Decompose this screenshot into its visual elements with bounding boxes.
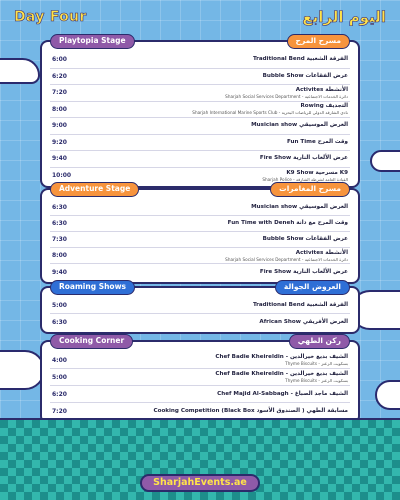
event-title: Traditional Bend الفرقة الشعبية xyxy=(252,56,348,63)
schedule-row xyxy=(50,352,350,369)
event-title: Activites الأنشطة xyxy=(295,86,348,93)
schedule-row xyxy=(50,118,350,135)
schedule-row xyxy=(50,314,350,330)
section-title-en: Roaming Shows xyxy=(50,280,135,295)
event-organizer: Sharjah Social Services Department - دائرة الخدمات الاجتماعية xyxy=(225,93,348,99)
event-name xyxy=(80,408,350,415)
event-time: 4:00 xyxy=(52,356,67,364)
website-link[interactable]: SharjahEvents.ae xyxy=(140,474,260,492)
section-title-en: Adventure Stage xyxy=(50,182,139,197)
event-time: 6:20 xyxy=(52,390,67,398)
event-title: Musician show العرض الموسيقي xyxy=(251,122,348,129)
day-title-en: Day Four xyxy=(14,9,87,25)
schedule-row xyxy=(50,298,350,314)
event-time: 5:00 xyxy=(52,302,67,309)
section-title-ar: مسرح المغامرات xyxy=(270,182,350,197)
event-time: 6:30 xyxy=(52,220,67,227)
cloud xyxy=(370,150,400,172)
event-name xyxy=(80,220,350,227)
schedule-row xyxy=(50,386,350,403)
event-time: 9:40 xyxy=(52,268,67,276)
event-name xyxy=(80,236,350,243)
event-title: Fire Show عرض الألعاب النارية xyxy=(259,268,348,275)
event-title: Traditional Bend الفرقة الشعبية xyxy=(252,302,348,308)
event-title: Musician show العرض الموسيقي xyxy=(251,204,348,210)
schedule-row xyxy=(50,85,350,102)
event-time: 8:00 xyxy=(52,252,67,259)
schedule-card xyxy=(40,336,360,424)
event-title: K9 Show مسرحية K9 xyxy=(286,169,348,176)
event-title: Fun Time with Deneh وقت المرح مع دانة xyxy=(227,220,348,226)
event-time: 10:00 xyxy=(52,172,72,180)
event-name xyxy=(80,250,350,262)
event-name xyxy=(80,155,350,162)
event-name xyxy=(80,139,350,146)
event-time: 7:20 xyxy=(52,408,67,415)
schedule-row xyxy=(50,369,350,386)
schedule-row xyxy=(50,216,350,232)
event-time: 6:30 xyxy=(52,204,67,211)
event-name xyxy=(80,122,350,129)
event-name xyxy=(80,56,350,63)
event-organizer: Thyme Biscuits - بسكويت الزعتر xyxy=(285,361,348,366)
event-name xyxy=(80,371,350,383)
event-time: 8:00 xyxy=(52,105,67,113)
event-name xyxy=(80,103,350,115)
event-time: 6:30 xyxy=(52,318,67,326)
event-name xyxy=(80,354,350,366)
schedule-row xyxy=(50,135,350,152)
event-name xyxy=(80,319,350,326)
schedule-card xyxy=(40,36,360,188)
schedule-row xyxy=(50,52,350,69)
event-name xyxy=(80,204,350,211)
event-title: Rowing التجديف xyxy=(300,103,348,110)
section-title-ar: العروض الجوالة xyxy=(275,280,350,295)
event-name xyxy=(80,170,350,182)
schedule-card xyxy=(40,282,360,334)
schedule-row xyxy=(50,232,350,248)
event-organizer: Sharjah Police - القيادة العامة لشرطة الشارقة xyxy=(262,176,348,182)
event-title: Bubble Show عرض الفقاعات xyxy=(262,236,348,242)
event-name xyxy=(80,391,350,398)
section-title-ar: ركن الطهي xyxy=(289,334,350,349)
event-organizer: Sharjah International Marine Sports Club - نادي الشارقة الدولي للرياضات البحرية xyxy=(192,110,348,116)
event-time: 7:20 xyxy=(52,89,67,97)
event-organizer: Thyme Biscuits - بسكويت الزعتر xyxy=(285,378,348,383)
schedule-row xyxy=(50,248,350,264)
event-time: 6:00 xyxy=(52,56,67,64)
event-organizer: Sharjah Social Services Department - دائرة الخدمات الاجتماعية xyxy=(225,256,348,262)
section-title-ar: مسرح المرح xyxy=(287,34,350,49)
cloud xyxy=(375,380,400,410)
cloud xyxy=(0,58,40,84)
day-title-ar: اليوم الرابع xyxy=(302,8,386,26)
section-title-en: Playtopia Stage xyxy=(50,34,135,49)
event-title: Chef Majid Al-Sabbagh - الشيف ماجد الصباغ xyxy=(217,390,348,397)
event-time: 6:20 xyxy=(52,72,67,80)
schedule-row xyxy=(50,200,350,216)
schedule-row xyxy=(50,69,350,86)
event-time: 5:00 xyxy=(52,373,67,381)
event-name xyxy=(80,73,350,80)
event-title: Chef Badie Kheireldin - الشيف بديع خيرالدين xyxy=(215,371,348,377)
event-title: Bubble Show عرض الفقاعات xyxy=(262,72,348,79)
event-title: Chef Badie Kheireldin - الشيف بديع خيرالدين xyxy=(215,354,348,360)
schedule-row xyxy=(50,151,350,168)
event-time: 9:20 xyxy=(52,138,67,146)
schedule-row xyxy=(50,264,350,280)
event-name xyxy=(80,302,350,309)
event-time: 9:40 xyxy=(52,155,67,163)
section-title-en: Cooking Corner xyxy=(50,334,133,349)
event-title: Activites الأنشطة xyxy=(295,249,348,256)
event-time: 9:00 xyxy=(52,122,67,130)
event-name xyxy=(80,269,350,276)
schedule-card xyxy=(40,184,360,284)
header xyxy=(0,0,400,30)
event-name xyxy=(80,87,350,99)
event-title: Fun Time وقت المرح xyxy=(286,138,348,145)
event-title: Fire Show عرض الألعاب النارية xyxy=(259,155,348,162)
event-title: African Show العرض الأفريقي xyxy=(259,318,348,325)
event-title: Cooking Competition (Black Box مسابقة الطهي ( الصندوق الأسود xyxy=(153,408,348,414)
cloud xyxy=(0,350,45,390)
schedule-row xyxy=(50,102,350,119)
event-time: 7:30 xyxy=(52,236,67,243)
